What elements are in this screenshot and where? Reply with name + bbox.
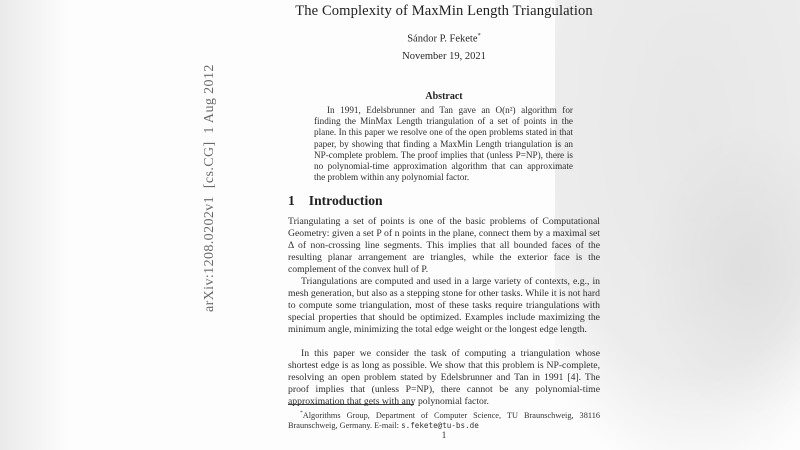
abstract-text: In 1991, Edelsbrunner and Tan gave an O(n²) algorithm for finding the MinMax Length triangulation of a set of points in the plane. In this paper we resolve one of the open problems stated in that paper, by showing that finding a MaxMin Length triangulation is an NP-complete problem. The proof implies that (unless P=NP), there is no polynomial-time approximation algorithm that can approximate the problem within any polynomial factor.	[314, 105, 573, 183]
author-name: Sándor P. Fekete	[407, 33, 478, 45]
paper-title: The Complexity of MaxMin Length Triangulation	[295, 3, 593, 19]
intro-paragraph-1: Triangulating a set of points is one of the basic problems of Computational Geometry: given a set P of n points in the plane, connect them by a maximal set Δ of non-crossing line segments. This implies that all bounded faces of the resulting planar arrangement are triangles, while the exterior face is the complement of the convex hull of P.	[288, 216, 600, 275]
footnote	[288, 408, 600, 432]
author-footnote-mark: *	[477, 32, 481, 39]
section-heading	[288, 193, 600, 209]
section-title: Introduction	[308, 193, 383, 208]
section-number: 1	[288, 193, 295, 208]
intro-paragraph-2: Triangulations are computed and used in a large variety of contexts, e.g., in mesh generation, but also as a stepping stone for other tasks. While it is not hard to compute some triangulation, most of these tasks require triangulations with special properties that should be optimized. Examples include maximizing the minimum angle, minimizing the total edge weight or the longest edge length.	[288, 276, 600, 335]
footnote-email: s.fekete@tu-bs.de	[401, 421, 479, 431]
arxiv-stamp: arXiv:1208.0202v1 [cs.CG] 1 Aug 2012	[202, 64, 217, 312]
page-number: 1	[441, 431, 447, 441]
date-line: November 19, 2021	[402, 51, 486, 62]
abstract-heading: Abstract	[425, 91, 463, 102]
author-line	[288, 32, 600, 45]
footnote-text: Algorithms Group, Department of Computer Science, TU Braunschweig, 38116 Braunschweig, Germany. E-mail:	[288, 410, 600, 431]
footnote-marker: *	[300, 410, 303, 416]
intro-paragraph-3: In this paper we consider the task of computing a triangulation whose shortest edge is as long as possible. We show that this problem is NP-complete, resolving an open problem stated by Edelsbrunner and Tan in 1991 [4]. The proof implies that (unless P=NP), there cannot be any polynomial-time approximation that gets with any polynomial factor.	[288, 348, 600, 407]
footnote-rule	[288, 404, 414, 405]
